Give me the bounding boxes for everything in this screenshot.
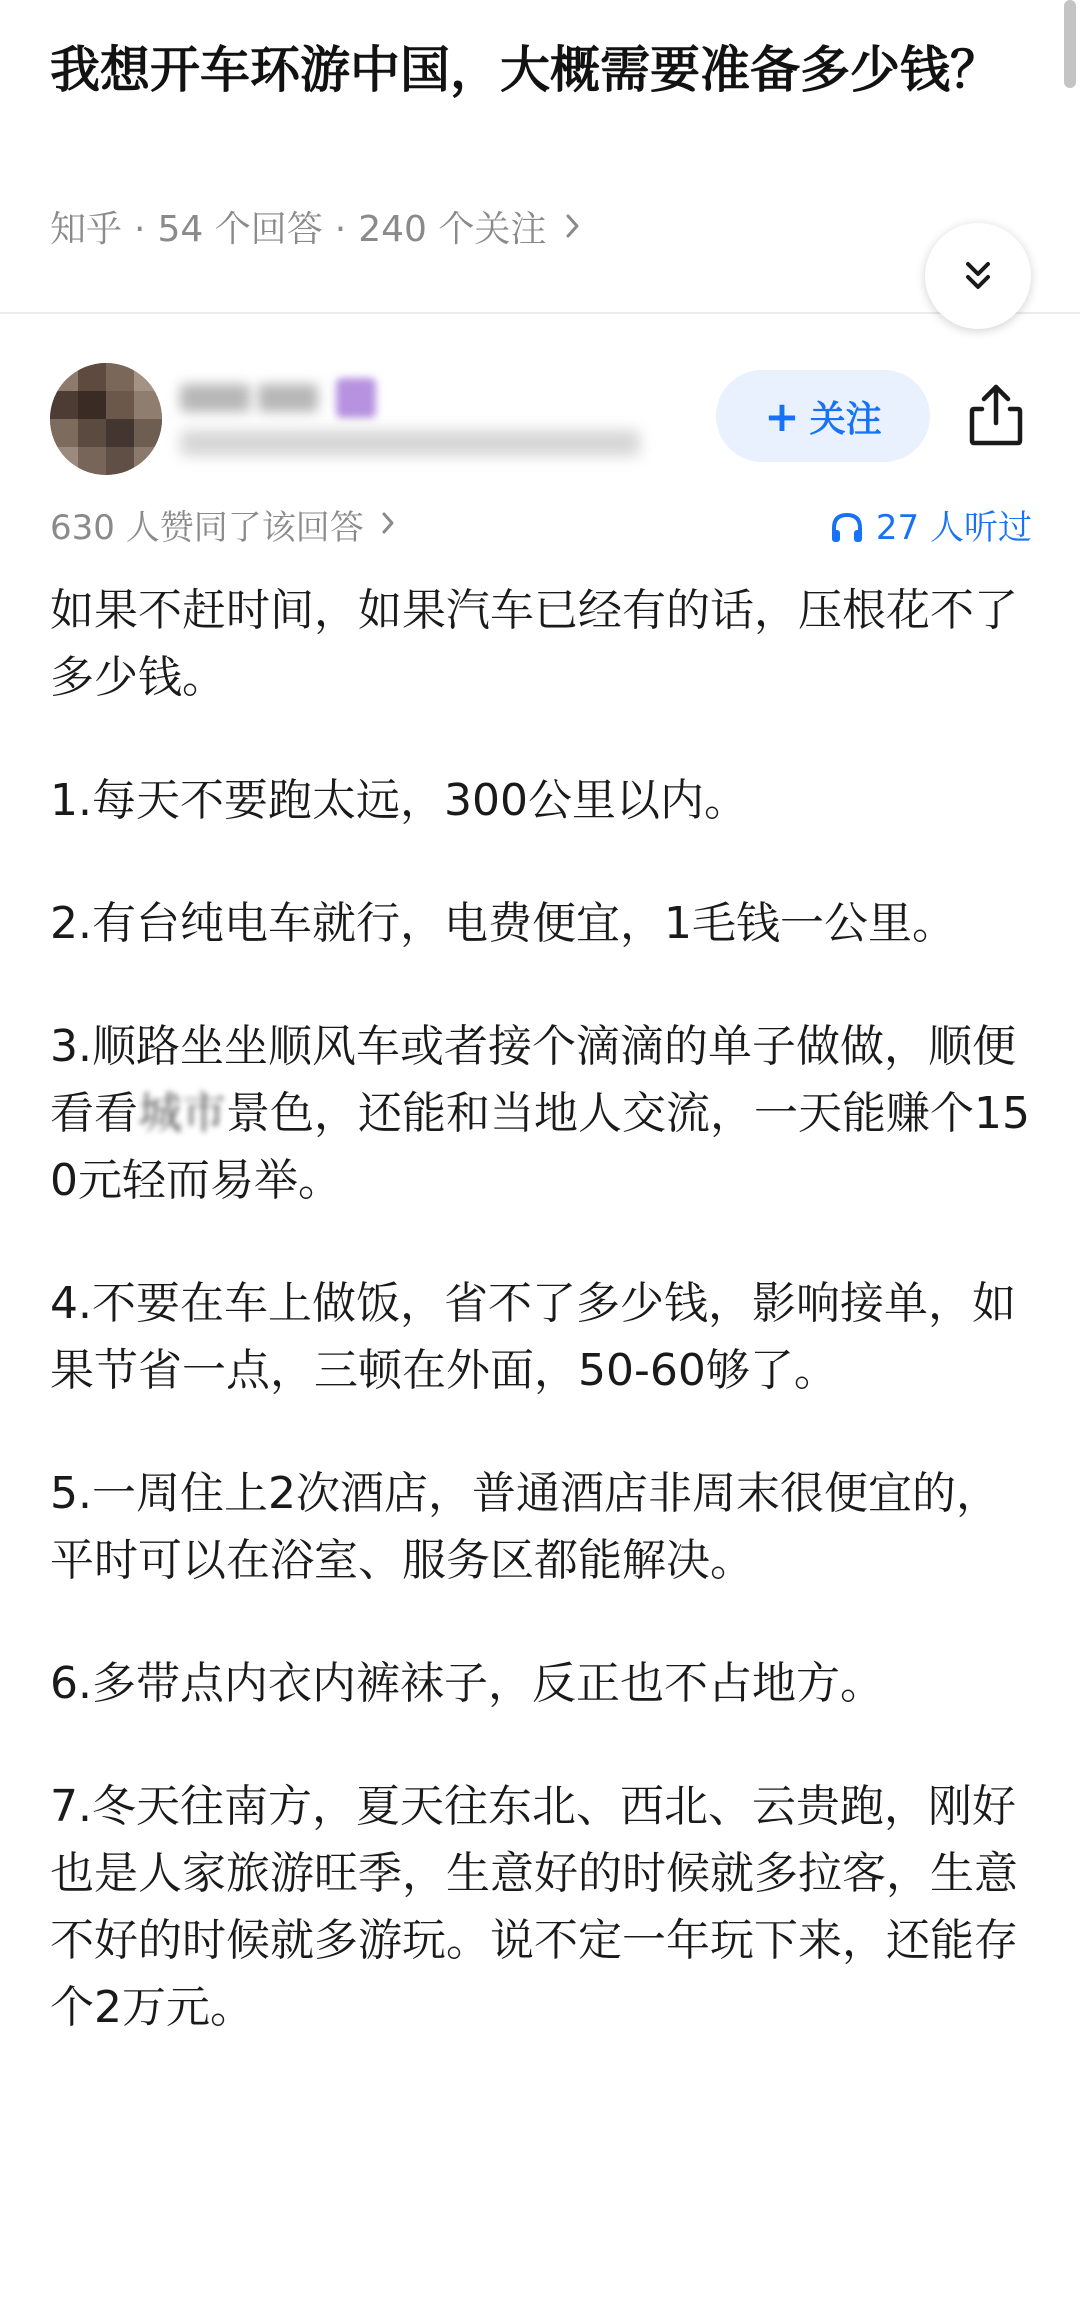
meta-separator: ·	[334, 209, 347, 250]
listen-text: 27 人听过	[875, 508, 1032, 548]
double-chevron-down-icon	[958, 256, 998, 296]
answer-text: 3.顺路坐坐顺风车或者接个滴滴的单子做做，顺便看看	[50, 1021, 1016, 1139]
scrollbar-thumb[interactable]	[1064, 0, 1076, 88]
likes-count[interactable]	[50, 504, 396, 552]
chevron-right-icon	[380, 504, 396, 552]
plus-icon: +	[764, 391, 800, 441]
question-title[interactable]: 我想开车环游中国，大概需要准备多少钱？	[50, 41, 1000, 99]
answer-paragraph: 5.一周住上2次酒店，普通酒店非周末很便宜的，平时可以在浴室、服务区都能解决。	[50, 1468, 1000, 1586]
section-divider	[0, 312, 1080, 314]
answer-paragraph: 1.每天不要跑太远，300公里以内。	[50, 775, 748, 826]
listen-count[interactable]	[830, 504, 1032, 552]
answer-paragraph: 6.多带点内衣内裤袜子，反正也不占地方。	[50, 1658, 884, 1709]
answer-paragraph	[50, 1013, 1035, 1214]
meta-separator: ·	[134, 209, 146, 250]
author-badge-icon	[336, 378, 376, 418]
answer-content	[50, 577, 1035, 2097]
answer-paragraph: 如果不赶时间，如果汽车已经有的话，压根花不了多少钱。	[50, 585, 1018, 703]
author-avatar[interactable]	[50, 363, 162, 475]
chevron-right-icon	[564, 206, 582, 254]
followers-count: 240 个关注	[358, 209, 547, 250]
answer-text: 景色，还能和当地人交流，一天能赚个150元轻而易举。	[50, 1088, 1030, 1206]
question-meta[interactable]	[50, 206, 582, 254]
source-label: 知乎	[50, 209, 123, 250]
redacted-word: 城市	[138, 1088, 226, 1139]
collapse-button[interactable]	[925, 223, 1031, 329]
follow-label: 关注	[809, 398, 882, 440]
share-icon	[964, 381, 1028, 449]
answers-count: 54 个回答	[157, 209, 323, 250]
answer-paragraph: 7.冬天往南方，夏天往东北、西北、云贵跑，刚好也是人家旅游旺季，生意好的时候就多拉客，生意不好的时候就多游玩。说不定一年玩下来，还能存个2万元。	[50, 1781, 1018, 2033]
question-header	[0, 0, 1080, 312]
author-description-redacted	[180, 430, 640, 456]
headphones-icon	[830, 512, 864, 544]
author-name-redacted[interactable]	[180, 378, 376, 418]
answer-paragraph: 4.不要在车上做饭，省不了多少钱，影响接单，如果节省一点，三顿在外面，50-60够了。	[50, 1278, 1016, 1396]
likes-text: 630 人赞同了该回答	[50, 508, 364, 548]
follow-button[interactable]	[716, 370, 930, 462]
share-button[interactable]	[964, 381, 1028, 449]
answer-paragraph: 2.有台纯电车就行，电费便宜，1毛钱一公里。	[50, 898, 956, 949]
